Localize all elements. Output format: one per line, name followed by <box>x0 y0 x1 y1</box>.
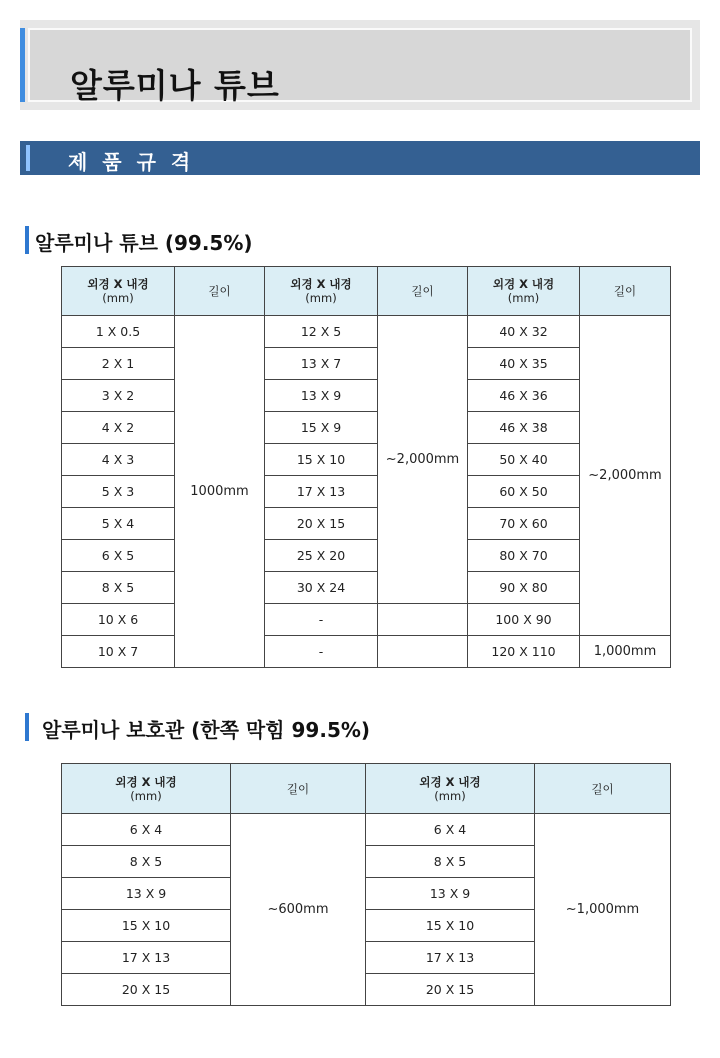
table1-heading-block <box>25 226 425 256</box>
table-cell: 2 X 1 <box>62 348 175 380</box>
table-cell: 6 X 4 <box>366 814 535 846</box>
table-cell: 13 X 7 <box>265 348 378 380</box>
table-cell: 80 X 70 <box>468 540 580 572</box>
table-cell: 15 X 10 <box>265 444 378 476</box>
table-cell: 4 X 2 <box>62 412 175 444</box>
table-cell: 8 X 5 <box>366 846 535 878</box>
table-cell: 5 X 4 <box>62 508 175 540</box>
table1-header-length: 길이 <box>580 267 671 316</box>
table-cell: 6 X 4 <box>62 814 231 846</box>
table1-header-row <box>62 267 671 316</box>
table-cell: 10 X 7 <box>62 636 175 668</box>
table-row <box>62 508 671 540</box>
table1-header-length: 길이 <box>175 267 265 316</box>
table-cell: 70 X 60 <box>468 508 580 540</box>
table-cell: 46 X 38 <box>468 412 580 444</box>
table-cell: 15 X 10 <box>62 910 231 942</box>
section-header-accent <box>26 145 30 171</box>
table2-heading: 알루미나 보호관 (한쪽 막힘 99.5%) <box>42 718 371 742</box>
table1-heading: 알루미나 튜브 (99.5%) <box>35 231 253 255</box>
table-row <box>62 572 671 604</box>
table2-spec-table <box>61 763 671 1006</box>
table1-header-dim: 외경 X 내경 (mm) <box>468 267 580 316</box>
page-title-box <box>20 20 700 110</box>
table-cell: - <box>265 604 378 636</box>
table1-spec-table <box>61 266 671 668</box>
table-cell: 13 X 9 <box>62 878 231 910</box>
table-cell: 120 X 110 <box>468 636 580 668</box>
table-cell: 20 X 15 <box>366 974 535 1006</box>
table-cell: 13 X 9 <box>366 878 535 910</box>
table-row <box>62 444 671 476</box>
table-cell: 20 X 15 <box>62 974 231 1006</box>
length-cell: ~2,000mm <box>378 316 468 604</box>
table-cell: - <box>265 636 378 668</box>
table-cell: 15 X 9 <box>265 412 378 444</box>
table-cell: 20 X 15 <box>265 508 378 540</box>
table-cell: 46 X 36 <box>468 380 580 412</box>
table-cell: 90 X 80 <box>468 572 580 604</box>
table-cell: 10 X 6 <box>62 604 175 636</box>
section-header-bar <box>20 141 700 175</box>
empty-cell <box>378 604 468 636</box>
table-cell: 1 X 0.5 <box>62 316 175 348</box>
table-cell: 8 X 5 <box>62 846 231 878</box>
table-cell: 50 X 40 <box>468 444 580 476</box>
table-cell: 40 X 35 <box>468 348 580 380</box>
table-row <box>62 540 671 572</box>
table-cell: 60 X 50 <box>468 476 580 508</box>
table2-header-row <box>62 764 671 814</box>
table-cell: 13 X 9 <box>265 380 378 412</box>
table-cell: 17 X 13 <box>62 942 231 974</box>
table-cell: 4 X 3 <box>62 444 175 476</box>
table-row <box>62 476 671 508</box>
table-row <box>62 380 671 412</box>
table-cell: 17 X 13 <box>366 942 535 974</box>
table1-header-dim: 외경 X 내경 (mm) <box>265 267 378 316</box>
table2-header-length: 길이 <box>231 764 366 814</box>
length-cell: ~2,000mm <box>580 316 671 636</box>
table-cell: 5 X 3 <box>62 476 175 508</box>
length-cell: 1000mm <box>175 316 265 668</box>
table-cell: 100 X 90 <box>468 604 580 636</box>
page-title: 알루미나 튜브 <box>70 66 280 105</box>
table-cell: 30 X 24 <box>265 572 378 604</box>
table-cell: 40 X 32 <box>468 316 580 348</box>
table-row <box>62 814 671 846</box>
section-title: 제 품 규 격 <box>68 150 195 174</box>
table1-heading-accent <box>25 226 29 254</box>
table-row <box>62 316 671 348</box>
table-row <box>62 636 671 668</box>
table-cell: 12 X 5 <box>265 316 378 348</box>
table2-heading-accent <box>25 713 29 741</box>
page-title-accent <box>20 28 25 102</box>
table-row <box>62 604 671 636</box>
length-cell: ~600mm <box>231 814 366 1006</box>
table-cell: 8 X 5 <box>62 572 175 604</box>
table-cell: 15 X 10 <box>366 910 535 942</box>
table2-header-dim: 외경 X 내경 (mm) <box>62 764 231 814</box>
length-cell: ~1,000mm <box>535 814 671 1006</box>
table1-header-dim: 외경 X 내경 (mm) <box>62 267 175 316</box>
table2-header-dim: 외경 X 내경 (mm) <box>366 764 535 814</box>
table-row <box>62 412 671 444</box>
table2-header-length: 길이 <box>535 764 671 814</box>
table-cell: 17 X 13 <box>265 476 378 508</box>
table-cell: 3 X 2 <box>62 380 175 412</box>
table-row <box>62 348 671 380</box>
table1-header-length: 길이 <box>378 267 468 316</box>
table-cell: 25 X 20 <box>265 540 378 572</box>
empty-cell <box>378 636 468 668</box>
length-cell: 1,000mm <box>580 636 671 668</box>
table-cell: 6 X 5 <box>62 540 175 572</box>
table2-heading-block <box>25 713 525 743</box>
